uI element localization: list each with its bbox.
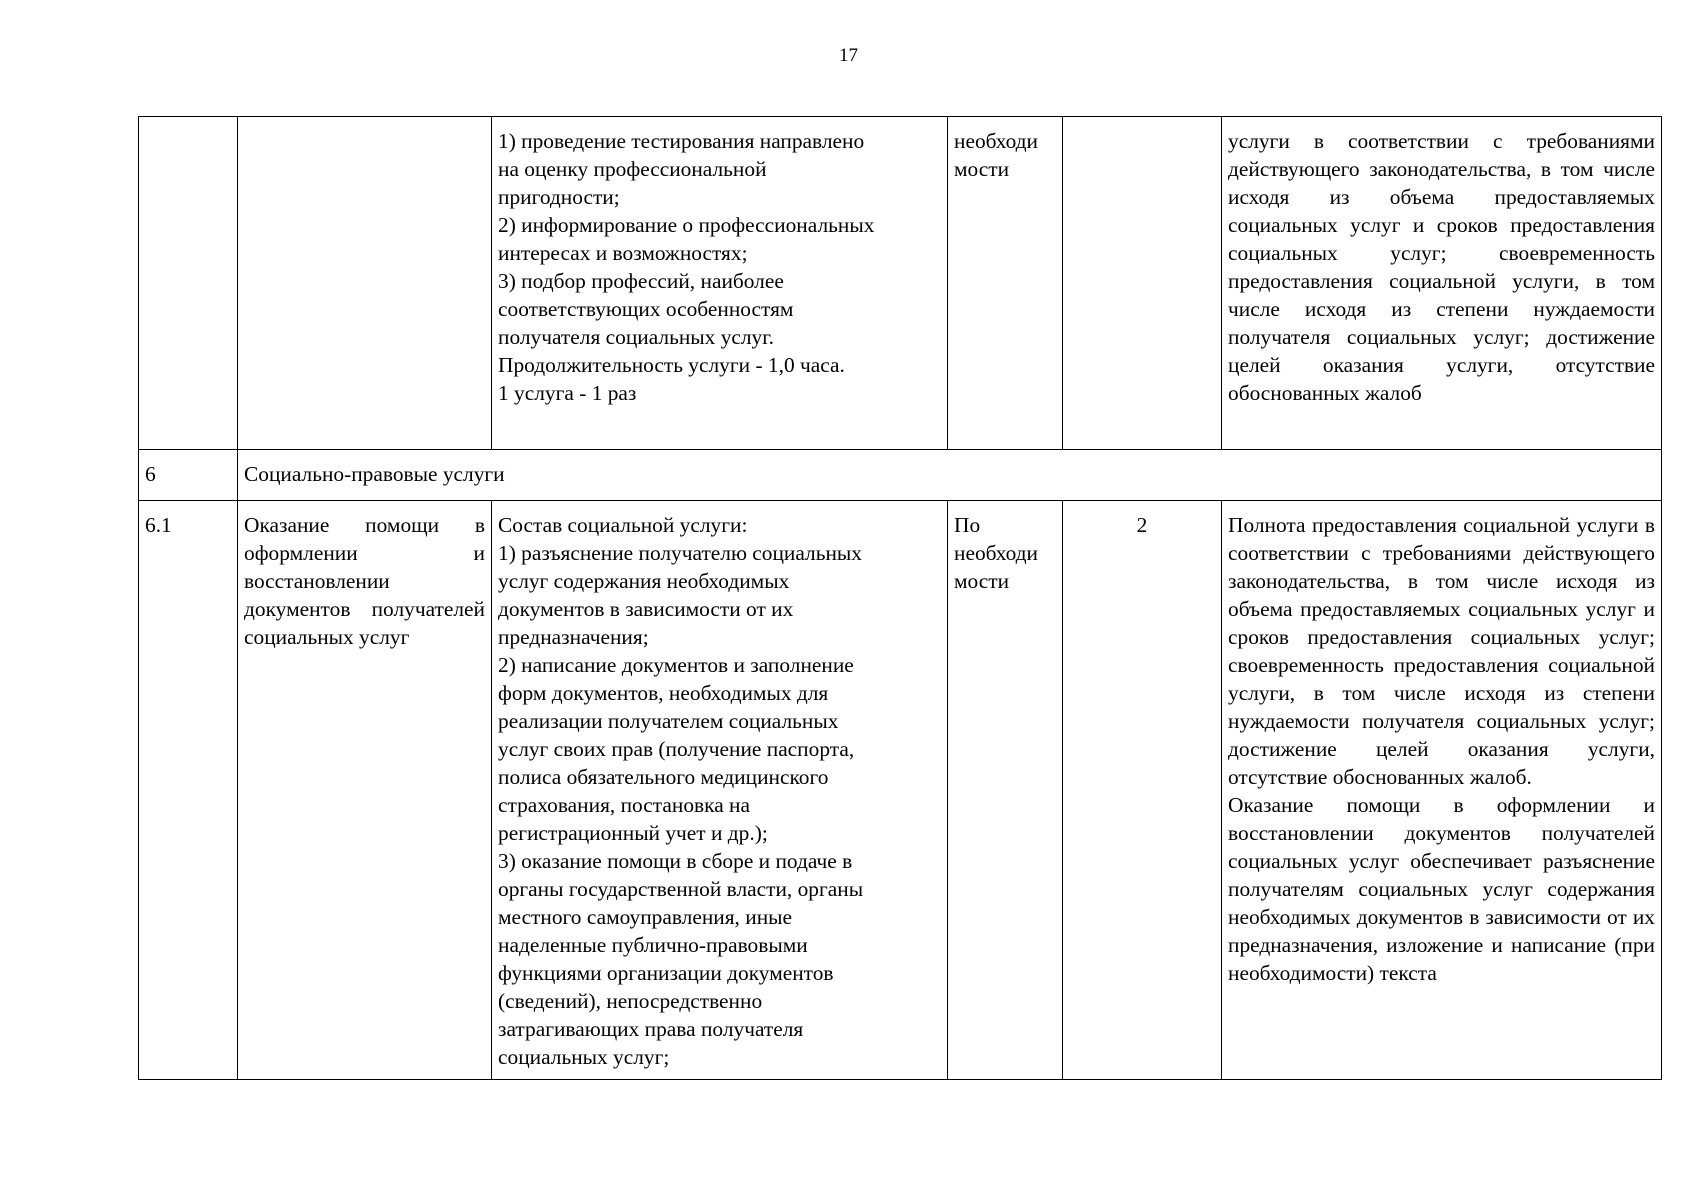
services-table (138, 116, 1662, 1080)
table-row (139, 501, 1662, 1080)
table-row (139, 117, 1662, 450)
cell-number: 6.1 (139, 501, 238, 1080)
cell-service-name (238, 117, 492, 450)
cell-number (139, 117, 238, 450)
cell-quantity (1063, 117, 1222, 450)
cell-composition: 1) проведение тестирования направлено на оценку профессиональной пригодности; 2) информирование о профессиональных интересах и возможностях; 3) подбор профессий, наиболее соответствующих особенностям получателя социальных услуг. Продолжительность услуги - 1,0 часа. 1 услуга - 1 раз (492, 117, 948, 450)
cell-criteria (1222, 117, 1662, 450)
criteria-paragraph-2: Оказание помощи в оформлении и восстановлении документов получателей социальных услуг обеспечивает разъяснение получателям социальных услуг содержания необходимых документов в зависимости от их предназначения, изложение и написание (при необходимости) текста (1228, 793, 1655, 985)
section-number: 6 (139, 450, 238, 501)
section-title: Социально-правовые услуги (238, 450, 1662, 501)
cell-criteria (1222, 501, 1662, 1080)
cell-frequency: необходи мости (948, 117, 1063, 450)
cell-composition: Состав социальной услуги: 1) разъяснение получателю социальных услуг содержания необходимых документов в зависимости от их предназначения; 2) написание документов и заполнение форм документов, необходимых для реализации получателем социальных услуг своих прав (получение паспорта, полиса обязательного медицинского страхования, постановка на регистрационный учет и др.); 3) оказание помощи в сборе и подаче в органы государственной власти, органы местного самоуправления, иные наделенные публично-правовыми функциями организации документов (сведений), непосредственно затрагивающих права получателя социальных услуг; (492, 501, 948, 1080)
page-number: 17 (839, 45, 858, 66)
section-row (139, 450, 1662, 501)
service-name-text: Оказание помощи в оформлении и восстановлении документов получателей социальных услуг (244, 513, 485, 649)
criteria-text: услуги в соответствии с требованиями действующего законодательства, в том числе исходя из объема предоставляемых социальных услуг и сроков предоставления социальных услуг; своевременность предоставления социальной услуги, в том числе исходя из степени нуждаемости получателя социальных услуг; достижение целей оказания услуги, отсутствие обоснованных жалоб (1228, 129, 1655, 405)
criteria-paragraph-1: Полнота предоставления социальной услуги в соответствии с требованиями действующего законодательства, в том числе исходя из объема предоставляемых социальных услуг и сроков предоставления социальных услуг; своевременность предоставления социальной услуги, в том числе исходя из степени нуждаемости получателя социальных услуг; достижение целей оказания услуги, отсутствие обоснованных жалоб. (1228, 513, 1655, 789)
cell-quantity: 2 (1063, 501, 1222, 1080)
cell-service-name (238, 501, 492, 1080)
cell-frequency: По необходи мости (948, 501, 1063, 1080)
